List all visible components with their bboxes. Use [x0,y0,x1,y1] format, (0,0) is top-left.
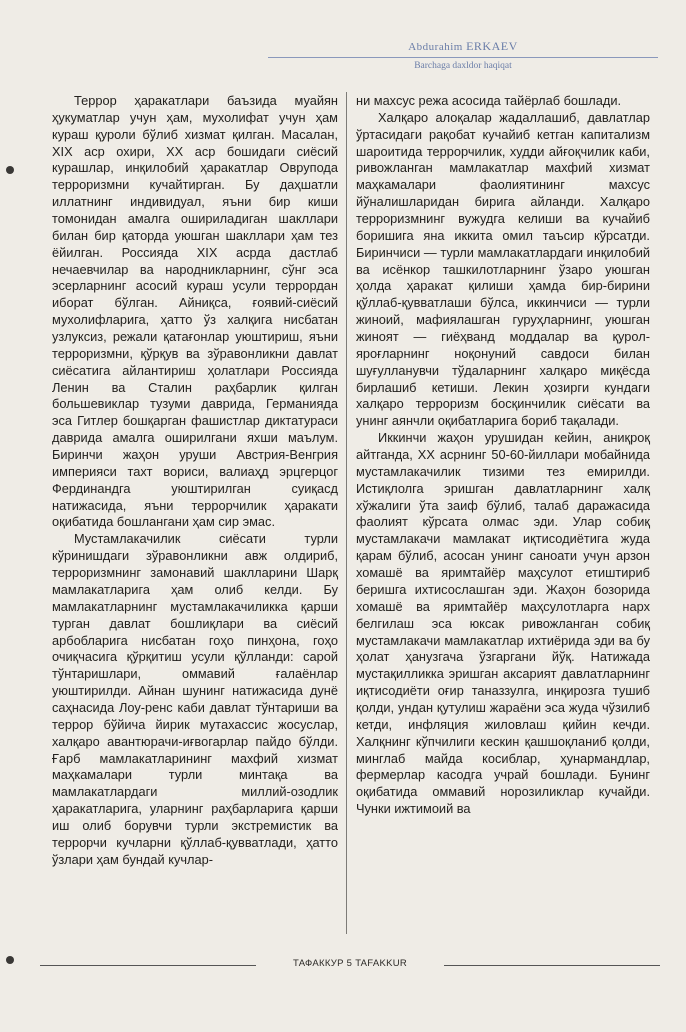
footer-journal-name: ТАФАККУР 5 TAFAKKUR [292,958,408,969]
paragraph-2: Мустамлакачилик сиёсати турли кўринишдаги зўравонликни авж олдириб, терроризмнинг замонавий шаклларини Шарқ мамлакатларига ҳам олиб келди. Бу мамлакатларнинг мустамлакачиликка қарши турган давлат бошлиқлари ва сиёсий арбобларига нисбатан гоҳо пинҳона, гоҳо очиқчасига қўрқитиш усули қўлланди: сарой тўнтаришлари, оммавий ғалаёнлар уюштирилди. Айнан шунинг натижасида дунё саҳнасида Лоу-ренс каби давлат тўнтариши ва террор бўйича йирик мутахассис жосуслар, халқаро авантюрачи-иғвогарлар пайдо бўлди. Ғарб мамлакатларининг махфий хизмат маҳкамалари турли минтақа ва мамлакатлардаги миллий-озодлик ҳаракатларига, уларнинг раҳбарларига қарши иш олиб борувчи турли экстремистик ва террорчи кучларни қўллаб-қувватлади, ҳатто ўзлари ҳам бундай кучлар- [52,531,338,867]
header-rule [268,57,658,58]
paragraph-2-continued: ни махсус режа асосида тайёрлаб бошлади. [356,93,622,108]
author-last-name: ERKAEV [466,39,518,53]
punch-hole-bottom [6,956,14,964]
author-name [268,40,658,54]
right-column [356,93,650,818]
column-divider [346,92,347,934]
paragraph-4: Иккинчи жаҳон урушидан кейин, аниқроқ айтганда, XX асрнинг 50-60-йиллари мобайнида мустамлакачилик тизими тез емирилди. Истиқлолга эришган давлатларнинг халқ хўжалиги ўта заиф бўлиб, талаб даражасида фаолият кўрсата олмас эди. Улар собиқ мустамлакачи мамлакат иқтисодиётига жуда қарам бўлиб, асосан унинг саноати учун арзон хомашё ва яримтайёр маҳсулот етиштириб беришга ихтисослашган эди. Жаҳон бозорида хомашё ва яримтайёр маҳсулотларга нарх белгилаш эса юксак ривожланган собиқ мустамлакачи мамлакатлар ихтиёрида эди ва бу ҳолат ҳанузгача ўзгаргани йўқ. Натижада мустақилликка эришган аксарият давлатларнинг иқтисодиёти оғир таназзулга, инқирозга тушиб қолди, ундан қутулиш жараёни эса жуда чўзилиб кетди, инфляция жиловлаш қийин кечди. Халқнинг кўпчилиги кескин қашшоқланиб қолди, минглаб майда косиблар, ҳунармандлар, фермерлар касодга учрай бошлади. Бунинг оқибатида оммавий норозиликлар кучайди. Чунки ижтимоий ва [356,430,650,817]
footer-rule-left [40,965,256,966]
paragraph-3: Халқаро алоқалар жадаллашиб, давлатлар ўртасидаги рақобат кучайиб кетган капитализм шароитида террорчилик, худди айғоқчилик каби, ривожланган мамлакатлар махфий хизмат маҳкамалари фаолиятининг махсус йўналишларидан бирига айланди. Халқаро терроризмнинг вужудга келиши ва кучайиб боришига яна иккита омил таъсир кўрсатди. Биринчиси — турли мамлакатлардаги инқилобий ва исёнкор ташкилотларнинг ўзаро уюшган ҳолда ҳаракат қилиши ҳамда бир-бирини қўллаб-қувватлаши бўлса, иккинчиси — турли жиноий, мафиялашган гуруҳларнинг, уюшган жиноят — гиёҳванд моддалар ва қурол-яроғларнинг ноқонуний савдоси билан шуғулланувчи тўдаларнинг халқаро миқёсда бирлашиб кетиши. Лекин ҳозирги кундаги халқаро терроризм босқинчилик сиёсати ва унинг аянчли оқибатларига бориб тақалади. [356,109,650,429]
paragraph-1: Террор ҳаракатлари баъзида муайян ҳукуматлар учун ҳам, мухолифат учун ҳам кураш қуроли бўлиб хизмат қилган. Масалан, XIX аср охири, XX аср бошидаги сиёсий курашлар, инқилобий ҳаракатлар Оврупода терроризмни кучайтирган. Бу даҳшатли иллатнинг индивидуал, яъни бир киши томонидан амалга ошириладиган шакллари билан бир қаторда уюшган шакллари ҳам тез ёйилган. Россияда XIX асрда дастлаб нечаевчилар ва народникларнинг, сўнг эса эсерларнинг асосий кураш усули террордан иборат бўлган. Айниқса, ғоявий-сиёсий мухолифларига, ҳатто ўз халқига нисбатан узлуксиз, режали қатағонлар уюштириш, яъни терроризмни, қўрқув ва зўравонликни давлат сиёсатига айлантириш ҳолатлари Россияда Ленин ва Сталин раҳбарлик қилган большевиклар тузуми даврида, Германияда эса Гитлер бошқарган фашистлар диктатураси даврида амалга оширилгани яхши маълум. Биринчи жаҳон уруши Австрия-Венгрия империяси тахт вориси, валиаҳд эрцгерцог Фердинандга уюштирилган суиқасд натижасида, яъни террорчилик ҳаракати оқибатида бошлангани ҳам сир эмас. [52,93,338,530]
author-first-name: Abdurahim [408,41,463,53]
left-column [52,93,338,869]
footer-rule-right [444,965,660,966]
article-subtitle: Barchaga daxldor haqiqat [414,61,512,71]
punch-hole-top [6,166,14,174]
page-header [268,40,658,72]
page-footer [40,958,660,972]
